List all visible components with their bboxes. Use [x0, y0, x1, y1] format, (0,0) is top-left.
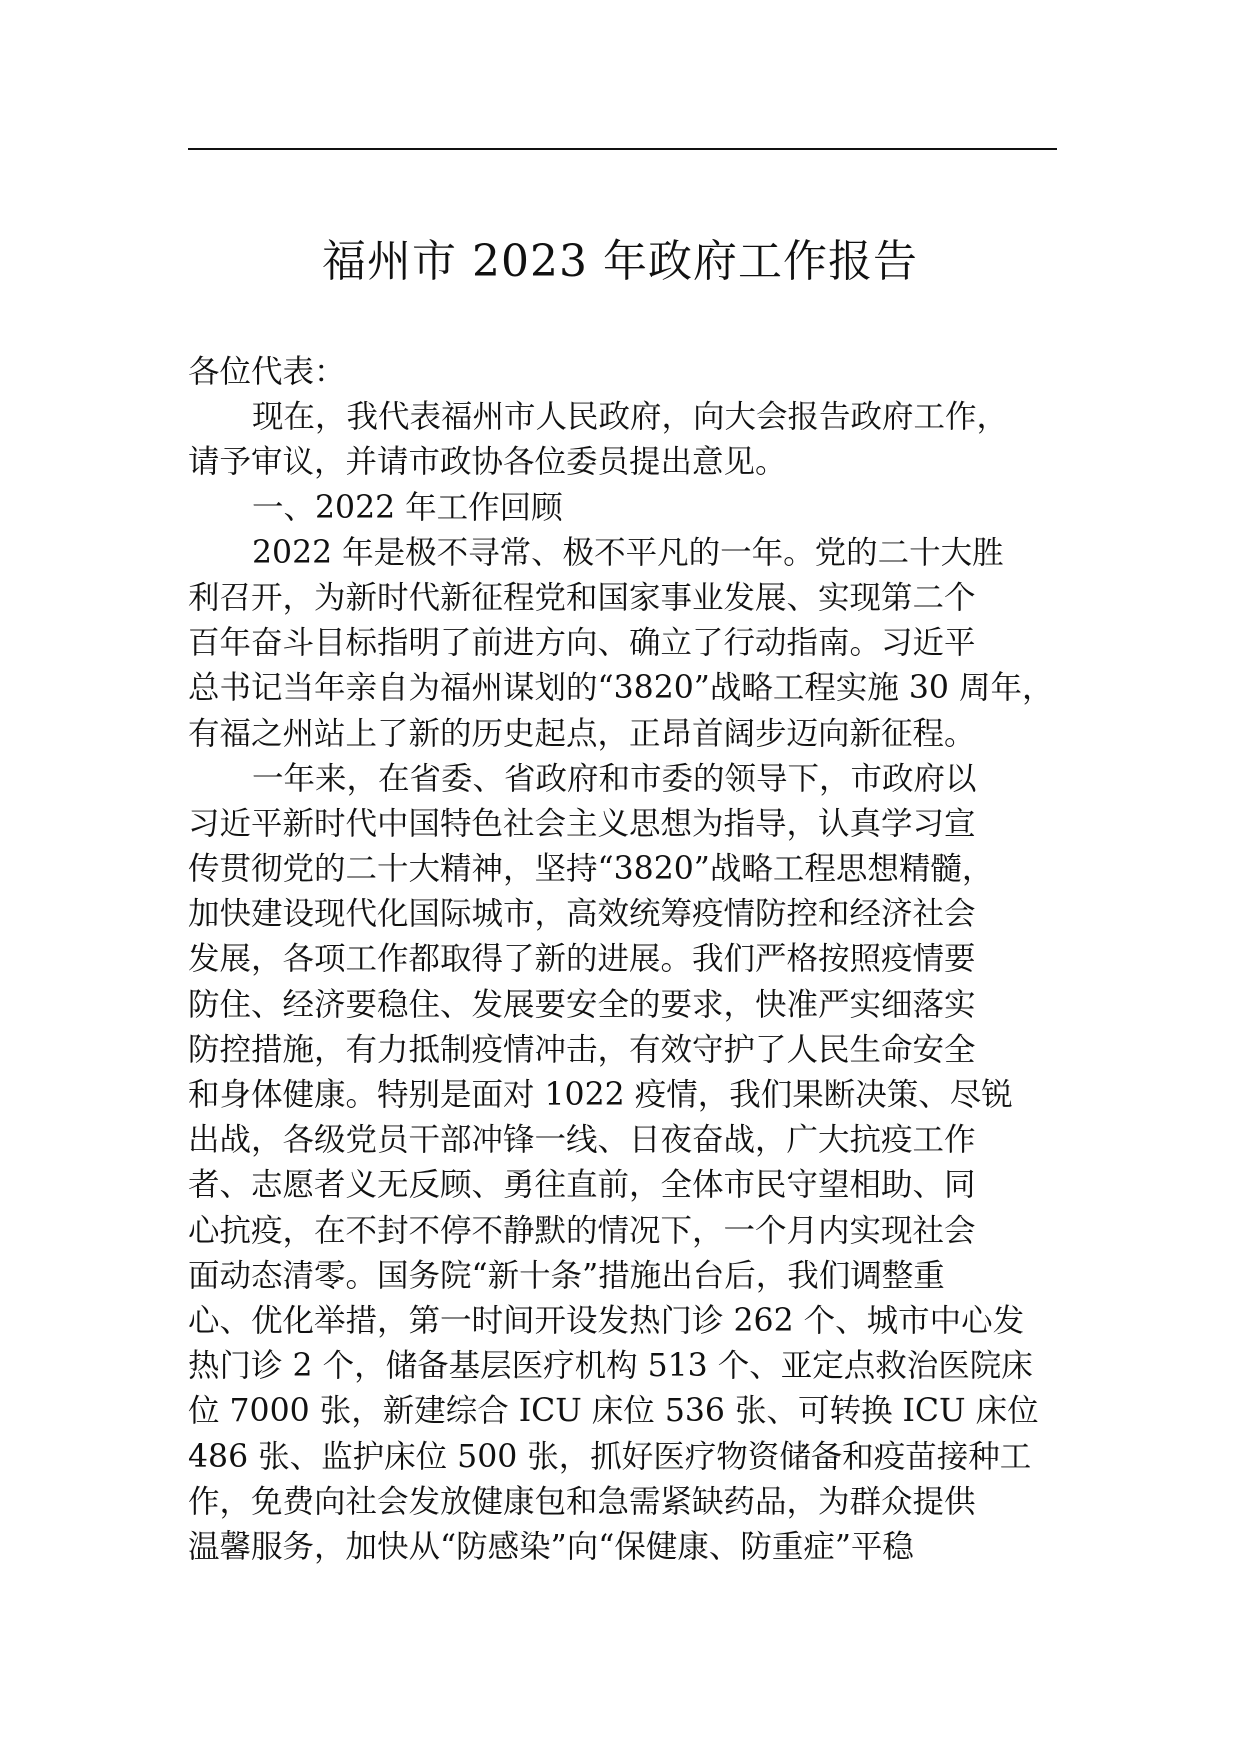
- header-rule: [188, 148, 1057, 150]
- paragraph-line: 者、志愿者义无反顾、勇往直前，全体市民守望相助、同: [188, 1167, 976, 1204]
- document-title: 福州市 2023 年政府工作报告: [322, 236, 918, 287]
- paragraph-line: 现在，我代表福州市人民政府，向大会报告政府工作，: [252, 399, 1009, 436]
- paragraph-line: 和身体健康。特别是面对 1022 疫情，我们果断决策、尽锐: [188, 1077, 1013, 1113]
- paragraph-line: 有福之州站上了新的历史起点，正昂首阔步迈向新征程。: [188, 715, 976, 752]
- paragraph-line: 利召开，为新时代新征程党和国家事业发展、实现第二个: [188, 579, 976, 616]
- paragraph-line: 请予审议，并请市政协各位委员提出意见。: [188, 444, 787, 481]
- paragraph-line: 位 7000 张，新建综合 ICU 床位 536 张、可转换 ICU 床位: [188, 1393, 1039, 1430]
- paragraph-line: 出战，各级党员干部冲锋一线、日夜奋战，广大抗疫工作: [188, 1122, 976, 1159]
- paragraph-line: 心抗疫，在不封不停不静默的情况下，一个月内实现社会: [188, 1212, 976, 1249]
- section-heading: 一、2022 年工作回顾: [252, 489, 563, 526]
- paragraph-line: 2022 年是极不寻常、极不平凡的一年。党的二十大胜: [252, 534, 1004, 571]
- paragraph-line: 一年来，在省委、省政府和市委的领导下，市政府以: [252, 760, 977, 797]
- paragraph-line: 总书记当年亲自为福州谋划的“3820”战略工程实施 30 周年，: [188, 670, 1054, 707]
- paragraph-line: 作，免费向社会发放健康包和急需紧缺药品，为群众提供: [188, 1483, 976, 1520]
- paragraph-line: 传贯彻党的二十大精神，坚持“3820”战略工程思想精髓，: [188, 851, 994, 888]
- paragraph-line: 习近平新时代中国特色社会主义思想为指导，认真学习宣: [188, 805, 976, 842]
- paragraph-line: 温馨服务，加快从“防感染”向“保健康、防重症”平稳: [188, 1528, 914, 1565]
- paragraph-line: 热门诊 2 个，储备基层医疗机构 513 个、亚定点救治医院床: [188, 1348, 1033, 1385]
- paragraph-line: 发展，各项工作都取得了新的进展。我们严格按照疫情要: [188, 941, 976, 978]
- paragraph-line: 防控措施，有力抵制疫情冲击，有效守护了人民生命安全: [188, 1031, 976, 1068]
- paragraph-line: 百年奋斗目标指明了前进方向、确立了行动指南。习近平: [188, 625, 976, 662]
- paragraph-line: 心、优化举措，第一时间开设发热门诊 262 个、城市中心发: [188, 1302, 1025, 1339]
- paragraph-line: 面动态清零。国务院“新十条”措施出台后，我们调整重: [188, 1257, 945, 1294]
- salutation: 各位代表：: [188, 354, 346, 390]
- paragraph-line: 加快建设现代化国际城市，高效统筹疫情防控和经济社会: [188, 896, 976, 933]
- paragraph-line: 防住、经济要稳住、发展要安全的要求，快准严实细落实: [188, 986, 976, 1023]
- paragraph-line: 486 张、监护床位 500 张，抓好医疗物资储备和疫苗接种工: [188, 1438, 1032, 1475]
- document-body: [188, 350, 1068, 1570]
